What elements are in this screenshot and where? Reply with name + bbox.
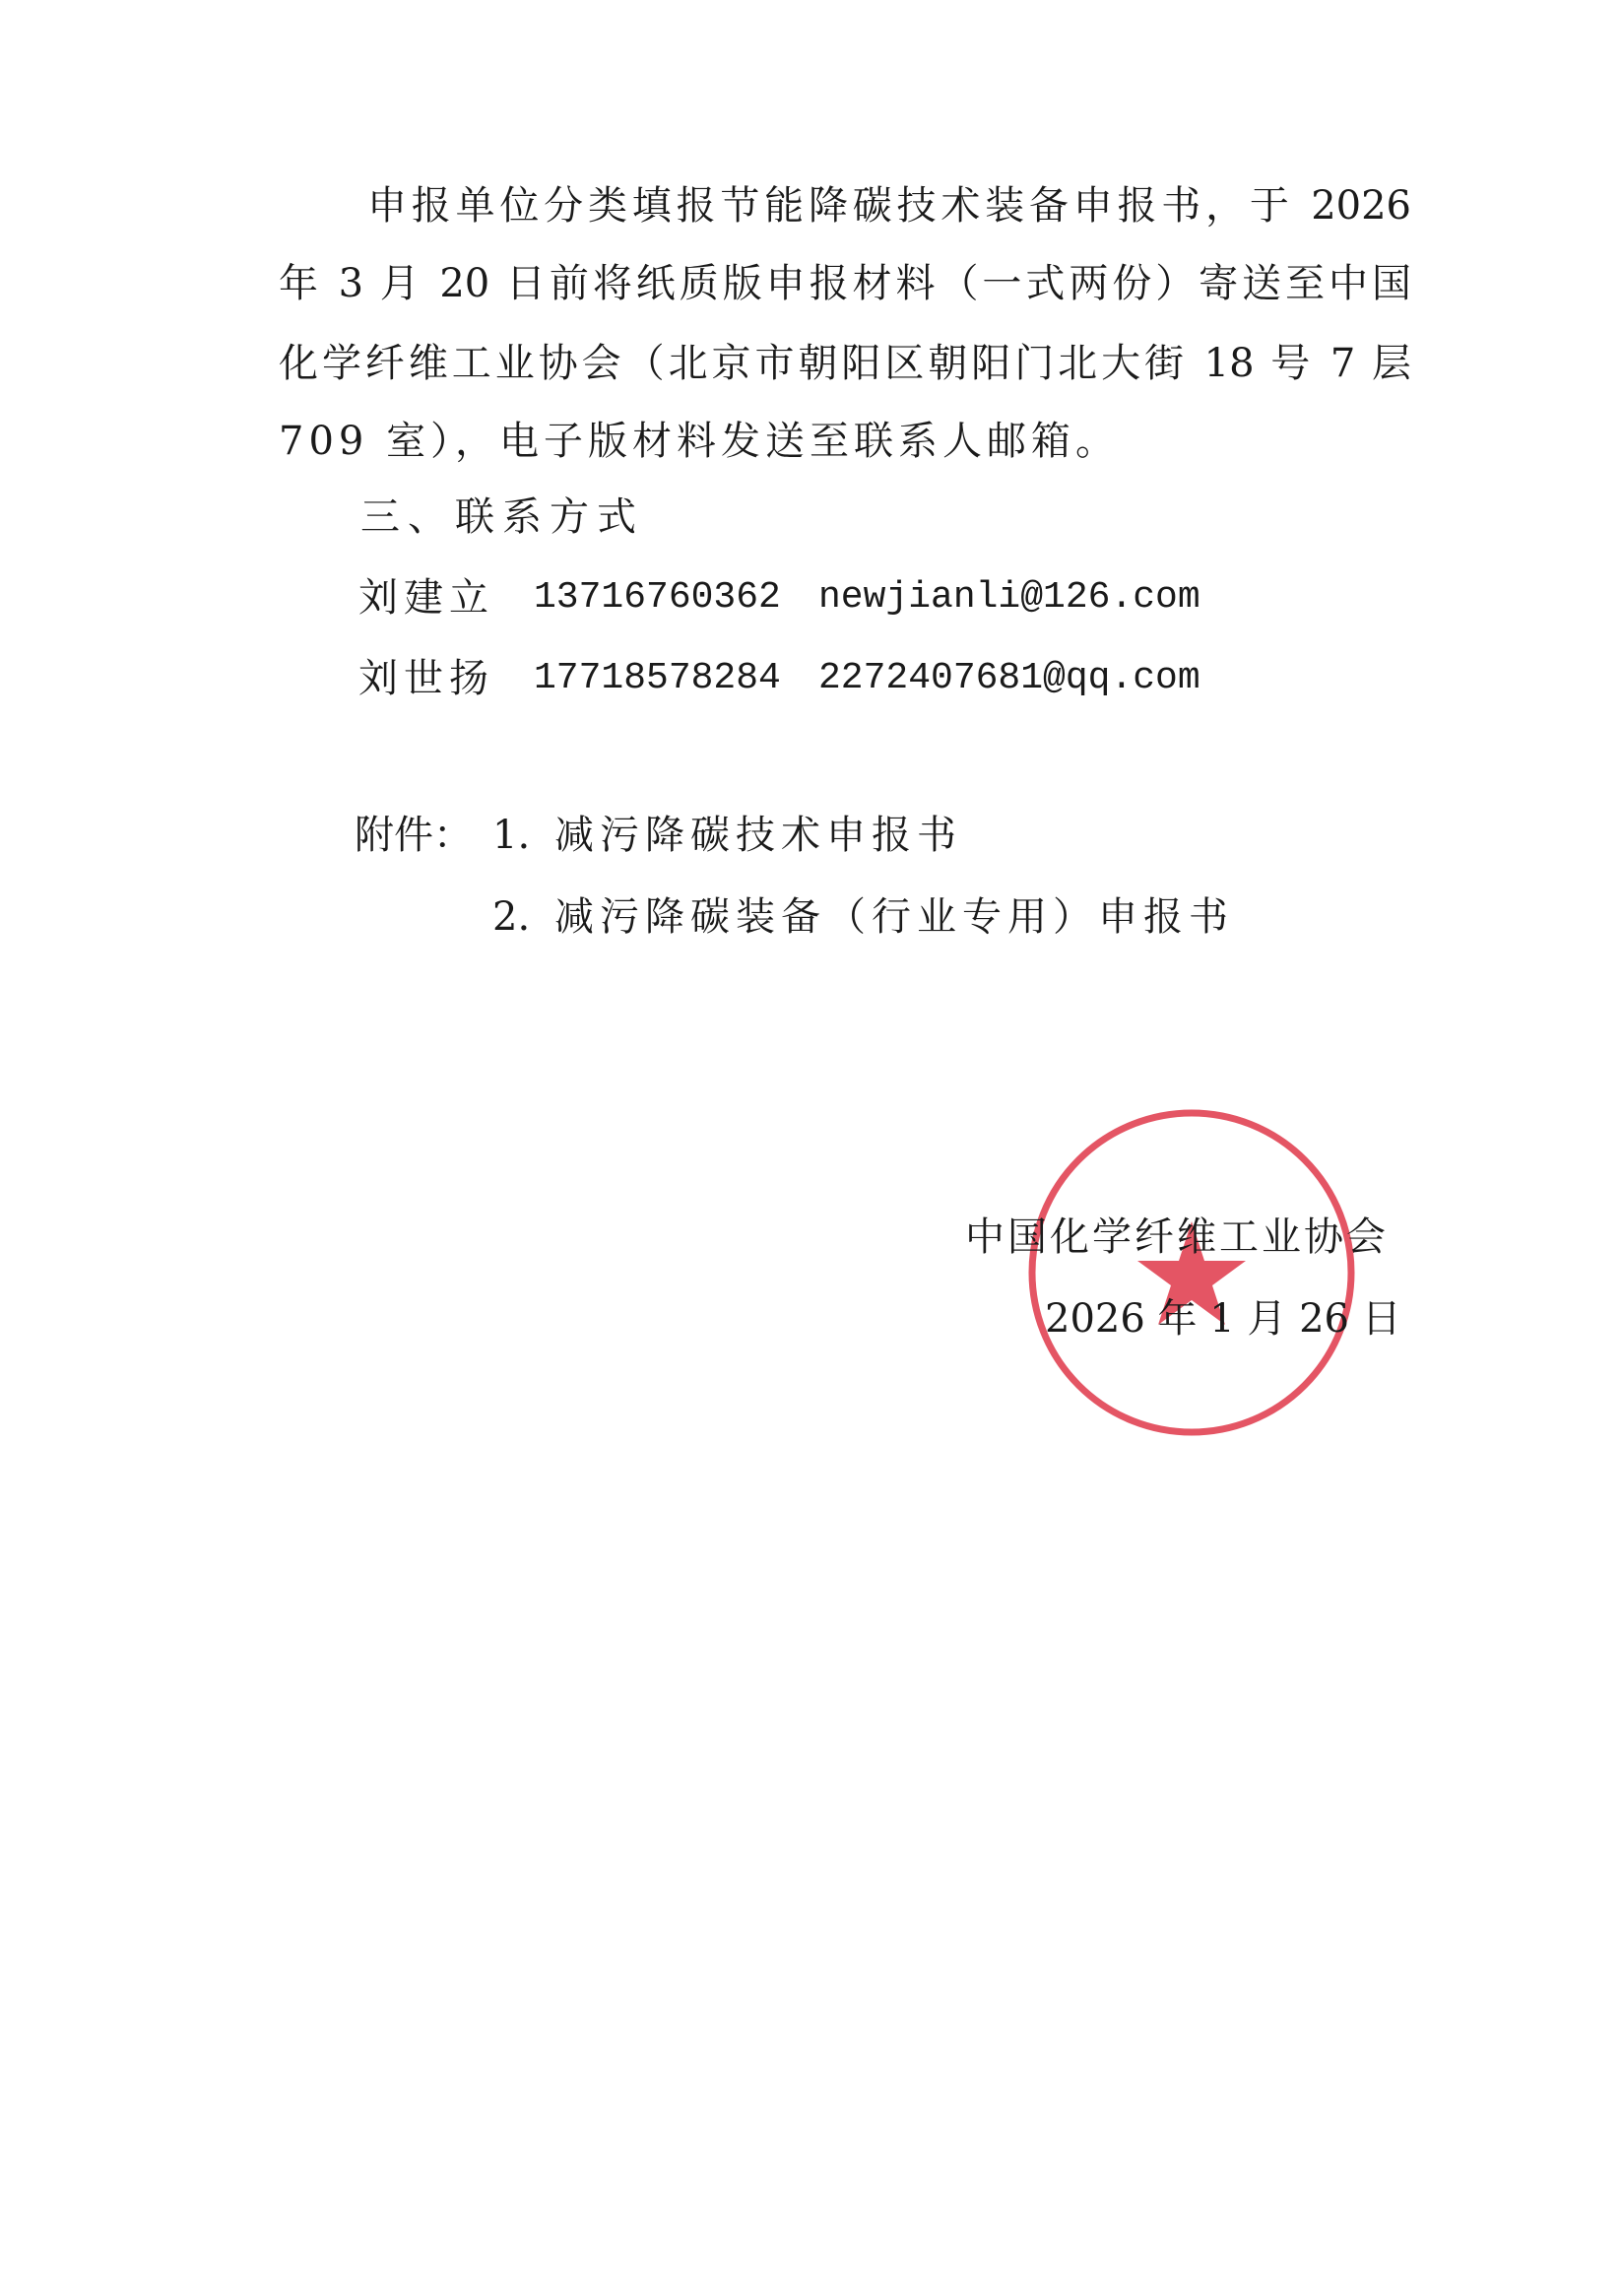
contact-email: newjianli@126.com [818,576,1200,619]
contact-name: 刘建立 [358,575,494,621]
attachment-title: 减污降碳技术申报书 [554,813,962,858]
contact-name: 刘世扬 [358,656,494,701]
attachment-title: 减污降碳装备（行业专用）申报书 [554,894,1234,940]
paragraph-line-1: 申报单位分类填报节能降碳技术装备申报书，于 2026 [367,183,1411,229]
signature-date: 2026 年 1 月 26 日 [1045,1296,1401,1342]
attachments-label: 附件： [355,813,473,858]
contact-phone: 13716760362 [534,576,781,619]
attachment-number: 2. [492,894,531,940]
paragraph-line-3: 化学纤维工业协会（北京市朝阳区朝阳门北大街 18 号 7 层 [279,341,1411,386]
signature-organization: 中国化学纤维工业协会 [965,1214,1389,1260]
section-heading-contact: 三、联系方式 [360,494,644,540]
contact-email: 2272407681@qq.com [818,657,1200,699]
official-seal [1024,1105,1359,1440]
paragraph-line-2: 年 3 月 20 日前将纸质版申报材料（一式两份）寄送至中国 [279,261,1411,306]
contact-phone: 17718578284 [534,657,781,699]
attachment-number: 1. [492,813,531,858]
paragraph-line-4: 709 室），电子版材料发送至联系人邮箱。 [279,419,1121,464]
